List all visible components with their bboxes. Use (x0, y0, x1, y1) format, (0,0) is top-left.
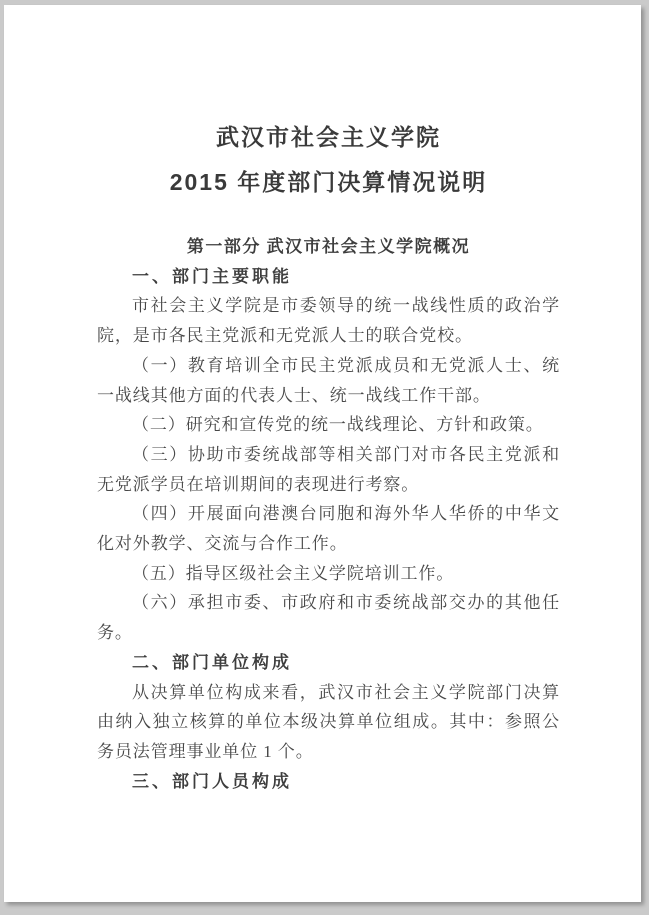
para-duty-5: （五）指导区级社会主义学院培训工作。 (132, 563, 455, 583)
part-1-heading: 第一部分 武汉市社会主义学院概况 (186, 237, 471, 256)
para-duty-2: （二）研究和宣传党的统一战线理论、方针和政策。 (132, 415, 544, 435)
doc-title-line-1: 武汉市社会主义学院 (216, 124, 441, 150)
para-duty-4: （四）开展面向港澳台同胞和海外华人华侨的中华文化对外教学、交流与合作工作。 (97, 504, 560, 554)
document-content (4, 5, 641, 796)
subheading-unit-composition: 二、部门单位构成 (132, 652, 292, 672)
para-institute-intro: 市社会主义学院是市委领导的统一战线性质的政治学院，是市各民主党派和无党派人士的联合党校。 (97, 296, 560, 346)
document-page (4, 5, 641, 902)
subheading-personnel-composition: 三、部门人员构成 (132, 771, 292, 791)
para-unit-composition: 从决算单位构成来看，武汉市社会主义学院部门决算由纳入独立核算的单位本级决算单位组成。其中：参照公务员法管理事业单位 1 个。 (97, 682, 560, 761)
body-text (97, 262, 560, 797)
para-duty-6: （六）承担市委、市政府和市委统战部交办的其他任务。 (97, 593, 560, 643)
para-duty-1: （一）教育培训全市民主党派成员和无党派人士、统一战线其他方面的代表人士、统一战线工作干部。 (97, 355, 560, 405)
subheading-main-duties: 一、部门主要职能 (132, 266, 292, 286)
para-duty-3: （三）协助市委统战部等相关部门对市各民主党派和无党派学员在培训期间的表现进行考察。 (97, 444, 560, 494)
doc-title-line-2: 2015 年度部门决算情况说明 (169, 169, 488, 195)
